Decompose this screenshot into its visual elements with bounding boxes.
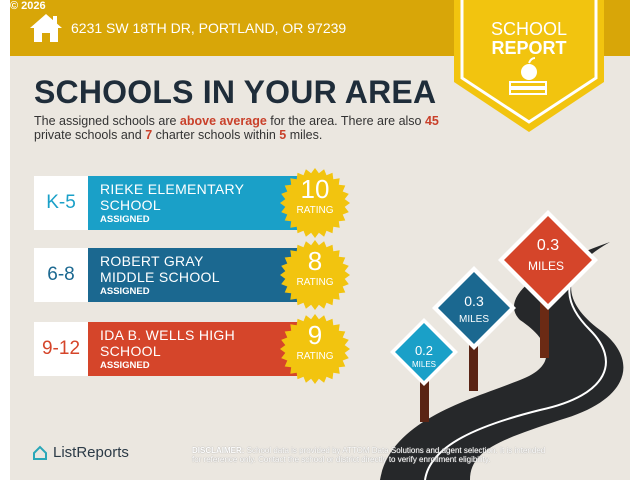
rating-value: 9	[307, 320, 323, 350]
rating-label: RATING	[296, 351, 334, 362]
sign-unit: MILES	[458, 314, 490, 325]
school-status: ASSIGNED	[100, 214, 150, 225]
listreports-logo	[32, 444, 129, 461]
rating-value: 8	[307, 246, 323, 276]
sign-distance: 0.2	[414, 343, 434, 358]
rating-label: RATING	[296, 277, 334, 288]
grade-range: K-5	[34, 176, 88, 230]
school-status: ASSIGNED	[100, 360, 150, 371]
sign-distance: 0.3	[464, 293, 484, 309]
school-name: RIEKE ELEMENTARY SCHOOL	[100, 181, 245, 213]
grade-range: 9-12	[34, 322, 88, 376]
logo-text: ListReports	[53, 444, 129, 461]
ribbon-line-2: REPORT	[491, 38, 567, 58]
ribbon-line-1: SCHOOL	[490, 19, 568, 39]
house-logo-icon	[32, 445, 48, 461]
school-name: ROBERT GRAY MIDDLE SCHOOL	[100, 253, 220, 285]
sign-unit: MILES	[411, 360, 437, 369]
school-status: ASSIGNED	[100, 286, 150, 297]
distance-sign	[432, 266, 516, 350]
page-title: SCHOOLS IN YOUR AREA	[34, 74, 437, 110]
school-name: IDA B. WELLS HIGH SCHOOL	[100, 327, 236, 359]
property-address: 6231 SW 18TH DR, PORTLAND, OR 97239	[71, 20, 347, 36]
disclaimer: DISCLAIMER: School data is provided by ATTOM Data Solutions and agent selection. It is intended for reference only. Contact the school or district directly to verify enrollment eligibility.	[192, 446, 546, 464]
grade-range: 6-8	[34, 248, 88, 302]
intro-text: The assigned schools are above average for the area. There are also 45 private schools and 7 charter schools within 5 miles.	[34, 114, 439, 142]
sign-unit: MILES	[527, 259, 565, 273]
distance-sign	[390, 318, 458, 386]
distance-sign	[498, 210, 598, 310]
rating-value: 10	[300, 174, 330, 204]
sign-distance: 0.3	[536, 237, 560, 254]
copyright: © 2026	[10, 0, 46, 12]
rating-label: RATING	[296, 205, 334, 216]
